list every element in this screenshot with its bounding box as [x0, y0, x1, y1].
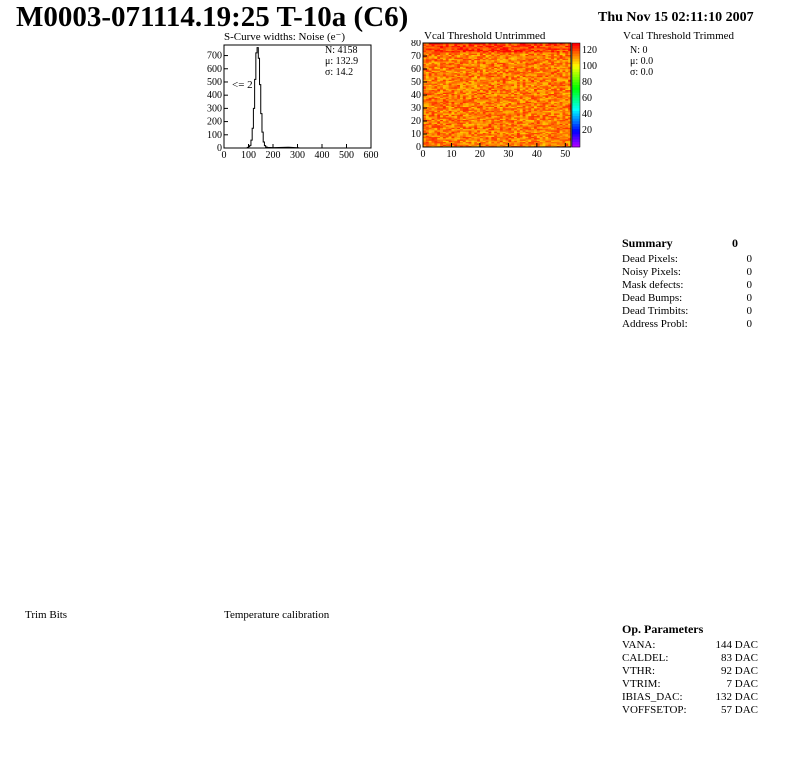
summary-value: 0 — [746, 305, 752, 317]
summary-value: 0 — [746, 318, 752, 330]
palette-step — [572, 137, 580, 140]
palette-step — [572, 53, 580, 56]
op-parameter-row — [622, 639, 758, 652]
palette-step — [572, 121, 580, 124]
y-tick-label: 10 — [411, 129, 421, 140]
y-tick-label: 500 — [207, 76, 222, 88]
x-tick-label: 500 — [339, 150, 354, 161]
x-tick-label: 400 — [314, 150, 330, 161]
summary-title: Summary — [622, 236, 673, 250]
palette-step — [572, 66, 580, 69]
palette-step — [572, 118, 580, 121]
palette-step — [572, 100, 580, 103]
x-tick-label: 20 — [474, 149, 485, 160]
palette-step — [572, 103, 580, 106]
x-tick-label: 0 — [420, 149, 426, 160]
palette-step — [572, 108, 580, 111]
palette-step — [572, 98, 580, 101]
summary-row — [622, 305, 752, 318]
noise-series-line — [247, 48, 298, 148]
summary-row — [622, 318, 752, 331]
palette-step — [572, 90, 580, 93]
page-title: M0003-071114.19:25 T-10a (C6) — [16, 1, 409, 33]
heatmap-cells — [423, 43, 571, 147]
op-parameters-panel — [622, 622, 758, 717]
y-tick-label: 30 — [411, 103, 421, 114]
x-tick-label: 50 — [560, 149, 571, 160]
palette-step — [572, 61, 580, 64]
palette-step — [572, 116, 580, 119]
x-tick-label: 600 — [363, 150, 379, 161]
x-tick-label: 30 — [503, 149, 514, 160]
summary-header — [622, 236, 752, 251]
op-parameter-row — [622, 678, 758, 691]
op-parameter-label: IBIAS_DAC: — [622, 691, 683, 703]
palette-step — [572, 105, 580, 108]
noise-stat-sigma: σ: 14.2 — [325, 67, 354, 78]
op-parameters-title: Op. Parameters — [622, 622, 704, 636]
palette-step — [572, 142, 580, 145]
palette-step — [572, 139, 580, 142]
y-tick-label: 50 — [411, 77, 421, 88]
palette-step — [572, 64, 580, 67]
summary-value: 0 — [746, 292, 752, 304]
summary-row — [622, 279, 752, 292]
palette-step — [572, 72, 580, 75]
summary-label: Dead Bumps: — [622, 292, 683, 304]
palette-step — [572, 51, 580, 54]
palette-step — [572, 74, 580, 77]
y-tick-label: 80 — [411, 40, 421, 49]
palette-tick-label: 20 — [582, 125, 592, 136]
trimmed-stat-n: N: 0 — [630, 45, 648, 56]
op-parameter-label: CALDEL: — [622, 652, 669, 664]
palette-step — [572, 43, 580, 46]
untrimmed-heatmap — [405, 40, 600, 162]
timestamp: Thu Nov 15 02:11:10 2007 — [598, 10, 754, 25]
summary-value: 0 — [746, 279, 752, 291]
summary-row — [622, 266, 752, 279]
palette-step — [572, 56, 580, 59]
op-parameter-label: VTHR: — [622, 665, 655, 677]
y-tick-label: 100 — [207, 129, 222, 141]
palette-step — [572, 95, 580, 98]
x-tick-label: 100 — [241, 150, 256, 161]
palette-step — [572, 77, 580, 80]
y-tick-label: 300 — [207, 103, 222, 115]
x-tick-label: 200 — [265, 150, 281, 161]
trimmed-stat-sigma: σ: 0.0 — [630, 67, 654, 78]
summary-label: Mask defects: — [622, 279, 684, 291]
summary-label: Address Probl: — [622, 318, 688, 330]
y-tick-label: 70 — [411, 51, 421, 62]
palette-tick-label: 100 — [582, 61, 597, 72]
y-tick-label: 40 — [411, 90, 421, 101]
y-tick-label: 200 — [207, 116, 222, 128]
y-tick-label: 20 — [411, 116, 421, 127]
temperature-calibration-label: Temperature calibration — [224, 609, 330, 621]
palette-step — [572, 134, 580, 137]
op-parameter-row — [622, 665, 758, 678]
noise-annotation: <= 2 — [232, 79, 253, 91]
op-parameter-row — [622, 704, 758, 717]
noise-stat-mean: μ: 132.9 — [325, 56, 359, 67]
noise-stat-n: N: 4158 — [325, 45, 358, 56]
op-parameter-value: 132 DAC — [715, 691, 758, 703]
op-parameter-label: VOFFSETOP: — [622, 704, 687, 716]
summary-label: Noisy Pixels: — [622, 266, 681, 278]
op-parameter-value: 57 DAC — [721, 704, 758, 716]
summary-panel — [622, 236, 752, 331]
palette-step — [572, 113, 580, 116]
palette-step — [572, 129, 580, 132]
palette-step — [572, 92, 580, 95]
y-tick-label: 700 — [207, 50, 222, 62]
y-tick-label: 400 — [207, 90, 222, 102]
summary-row — [622, 292, 752, 305]
palette-step — [572, 69, 580, 72]
untrimmed-chart-title: Vcal Threshold Untrimmed — [424, 30, 546, 42]
palette-tick-label: 60 — [582, 93, 592, 104]
palette-step — [572, 59, 580, 62]
palette-step — [572, 131, 580, 134]
y-tick-label: 0 — [416, 142, 421, 153]
y-tick-label: 0 — [217, 143, 222, 154]
palette-step — [572, 87, 580, 90]
op-parameter-value: 144 DAC — [715, 639, 758, 651]
palette-tick-label: 120 — [582, 45, 597, 56]
summary-label: Dead Pixels: — [622, 253, 678, 265]
trim-bits-label: Trim Bits — [25, 609, 68, 621]
palette-step — [572, 48, 580, 51]
palette-step — [572, 126, 580, 129]
palette-tick-label: 40 — [582, 109, 592, 120]
op-parameter-label: VANA: — [622, 639, 656, 651]
op-parameter-value: 92 DAC — [721, 665, 758, 677]
summary-value: 0 — [746, 253, 752, 265]
op-parameter-row — [622, 691, 758, 704]
palette-step — [572, 46, 580, 49]
summary-total: 0 — [732, 236, 738, 250]
op-parameter-row — [622, 652, 758, 665]
palette-step — [572, 79, 580, 82]
x-tick-label: 10 — [446, 149, 457, 160]
trimmed-chart-title: Vcal Threshold Trimmed — [623, 30, 735, 42]
palette-step — [572, 124, 580, 127]
x-tick-label: 0 — [221, 150, 227, 161]
summary-row — [622, 253, 752, 266]
palette-step — [572, 82, 580, 85]
op-parameter-value: 7 DAC — [726, 678, 758, 690]
op-parameter-label: VTRIM: — [622, 678, 661, 690]
x-tick-label: 40 — [531, 149, 542, 160]
trimmed-stat-mean: μ: 0.0 — [630, 56, 654, 67]
palette-step — [572, 85, 580, 88]
op-parameter-value: 83 DAC — [721, 652, 758, 664]
palette-tick-label: 80 — [582, 77, 592, 88]
x-tick-label: 300 — [290, 150, 305, 161]
noise-chart-title: S-Curve widths: Noise (e⁻) — [224, 31, 345, 43]
palette-step — [572, 111, 580, 114]
y-tick-label: 600 — [207, 63, 222, 75]
summary-label: Dead Trimbits: — [622, 305, 689, 317]
summary-value: 0 — [746, 266, 752, 278]
y-tick-label: 60 — [411, 64, 421, 75]
